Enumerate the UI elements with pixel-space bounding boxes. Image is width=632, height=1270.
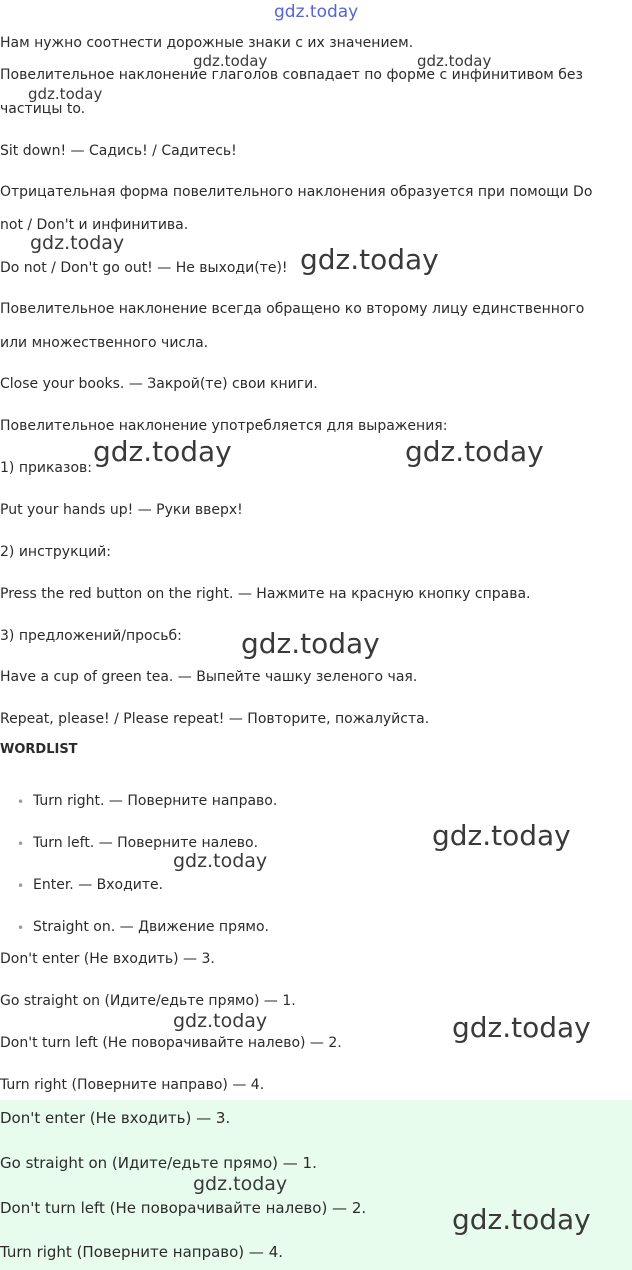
answer-line: Don't turn left (Не поворачивайте налево) — 2.: [0, 1199, 367, 1217]
example-text: Repeat, please! / Please repeat! — Повторите, пожалуйста.: [0, 711, 430, 727]
match-line: Don't enter (Не входить) — 3.: [0, 951, 215, 967]
rule-text: или множественного числа.: [0, 335, 209, 351]
list-label: 2) инструкций:: [0, 544, 111, 560]
answer-line: Don't enter (Не входить) — 3.: [0, 1109, 231, 1127]
list-label: 3) предложений/просьб:: [0, 628, 182, 644]
answer-box: [0, 1100, 632, 1270]
example-text: Put your hands up! — Руки вверх!: [0, 502, 243, 518]
watermark-text: gdz.today: [300, 243, 439, 276]
example-text: Do not / Don't go out! — Не выходи(те)!: [0, 260, 288, 276]
watermark-text: gdz.today: [274, 2, 359, 22]
wordlist-item: Enter. — Входите.: [33, 877, 164, 893]
watermark-text: gdz.today: [193, 1173, 288, 1195]
watermark-text: gdz.today: [173, 1010, 268, 1032]
rule-text: Повелительное наклонение всегда обращено ко второму лицу единственного: [0, 301, 585, 317]
watermark-text: gdz.today: [241, 627, 380, 660]
bullet-icon: •: [17, 921, 25, 935]
watermark-text: gdz.today: [417, 52, 492, 70]
example-text: Sit down! — Садись! / Садитесь!: [0, 143, 237, 159]
answer-line: Turn right (Поверните направо) — 4.: [0, 1243, 284, 1261]
wordlist-item: Turn left. — Поверните налево.: [33, 835, 259, 851]
example-text: Press the red button on the right. — Нажмите на красную кнопку справа.: [0, 586, 531, 602]
watermark-text: gdz.today: [452, 1011, 591, 1044]
match-line: Go straight on (Идите/едьте прямо) — 1.: [0, 993, 296, 1009]
watermark-text: gdz.today: [30, 232, 125, 254]
rule-text: Повелительное наклонение глаголов совпадает по форме с инфинитивом без: [0, 67, 583, 83]
watermark-text: gdz.today: [452, 1203, 591, 1236]
watermark-text: gdz.today: [93, 435, 232, 468]
bullet-icon: •: [17, 837, 25, 851]
watermark-text: gdz.today: [193, 52, 268, 70]
watermark-text: gdz.today: [28, 85, 103, 103]
example-text: Have a cup of green tea. — Выпейте чашку зеленого чая.: [0, 669, 418, 685]
list-label: 1) приказов:: [0, 460, 92, 476]
watermark-text: gdz.today: [432, 819, 571, 852]
answer-line: Go straight on (Идите/едьте прямо) — 1.: [0, 1154, 317, 1172]
bullet-icon: •: [17, 879, 25, 893]
match-line: Don't turn left (Не поворачивайте налево) — 2.: [0, 1035, 342, 1051]
intro-text: Нам нужно соотнести дорожные знаки с их значением.: [0, 35, 414, 51]
wordlist-item: Turn right. — Поверните направо.: [33, 793, 278, 809]
rule-text: Повелительное наклонение употребляется для выражения:: [0, 418, 448, 434]
example-text: Close your books. — Закрой(те) свои книги.: [0, 376, 318, 392]
wordlist-item: Straight on. — Движение прямо.: [33, 919, 269, 935]
watermark-text: gdz.today: [173, 850, 268, 872]
rule-text: not / Don't и инфинитива.: [0, 217, 189, 233]
rule-text: частицы to.: [0, 101, 86, 117]
watermark-text: gdz.today: [405, 435, 544, 468]
rule-text: Отрицательная форма повелительного наклонения образуется при помощи Do: [0, 184, 593, 200]
bullet-icon: •: [17, 795, 25, 809]
wordlist-heading: WORDLIST: [0, 742, 78, 757]
match-line: Turn right (Поверните направо) — 4.: [0, 1077, 265, 1093]
